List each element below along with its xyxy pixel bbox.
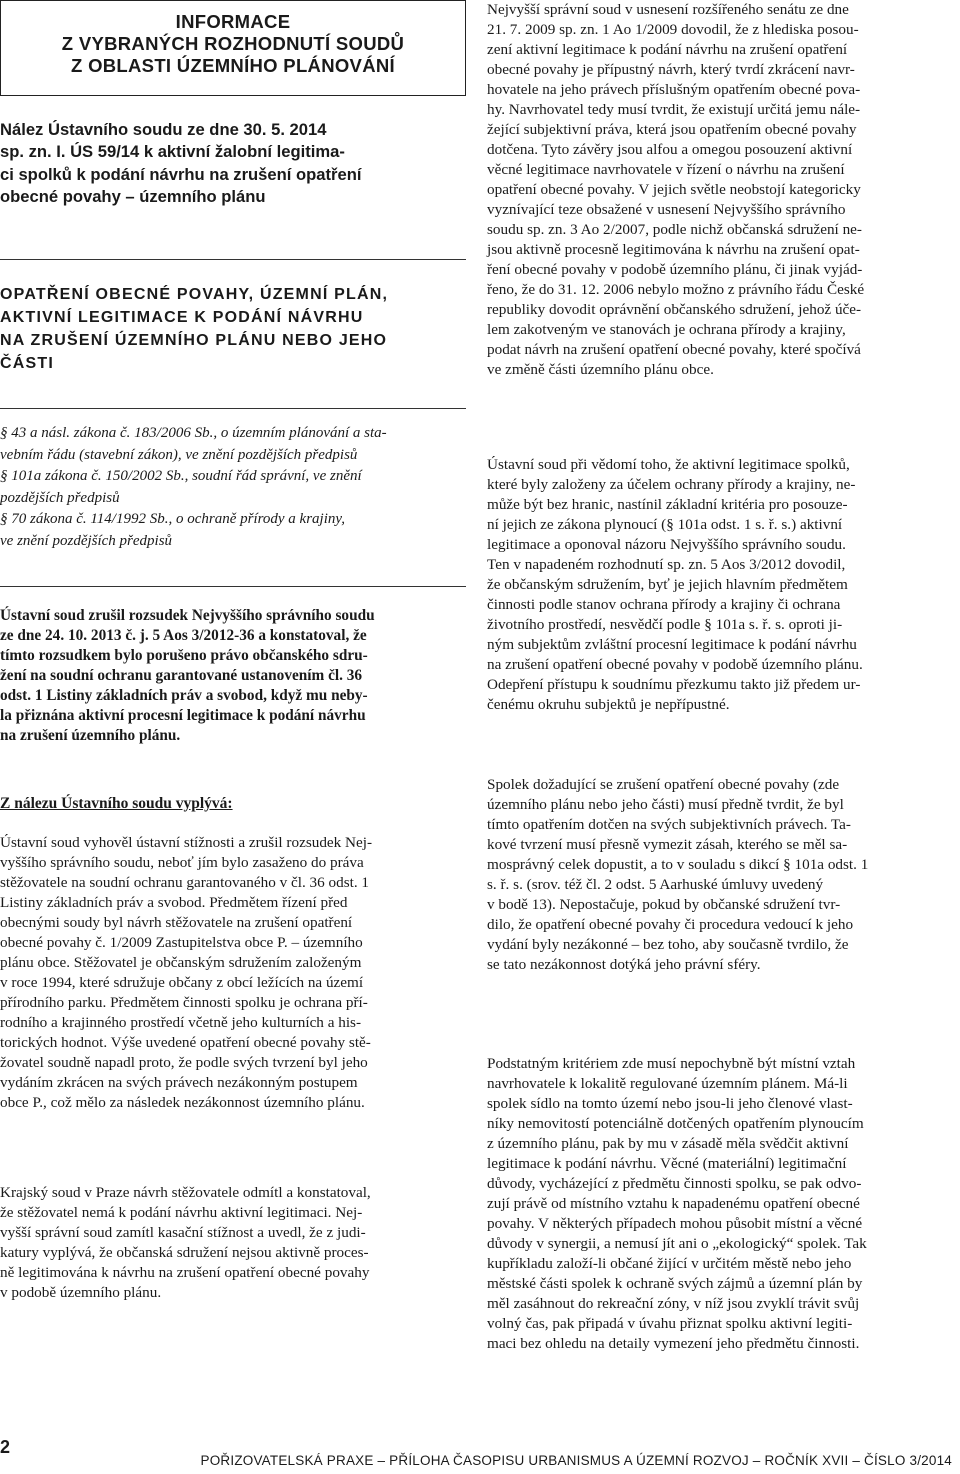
divider — [0, 259, 466, 260]
paragraph-line: torických hodnot. Výše uvedené opatření obecné povahy stě- — [0, 1034, 371, 1051]
paragraph-line: 21. 7. 2009 sp. zn. 1 Ao 1/2009 dovodil, že z hlediska posou- — [487, 21, 859, 38]
paragraph-line: jsou aktivně procesně legitimována k návrhu na zrušení opat- — [487, 241, 860, 258]
paragraph-line: vyznívající teze obsažené v usnesení Nejvyššího správního — [487, 201, 846, 218]
summary-line: la přiznána aktivní procesní legitimace k podání návrhu — [0, 707, 366, 724]
paragraph-line: Podstatným kritériem zde musí nepochybně být místní vztah — [487, 1055, 856, 1072]
paragraph-line: obecné povahy je přípustný návrh, který tvrdí zkrácení navr- — [487, 61, 855, 78]
paragraph-line: Ústavní soud vyhověl ústavní stížnosti a zrušil rozsudek Nej- — [0, 834, 373, 851]
paragraph-line: může být bez hranic, nastínil základní kritéria pro posouze- — [487, 496, 848, 513]
reference-line: vebním řádu (stavební zákon), ve znění pozdějších předpisů — [0, 446, 358, 463]
paragraph-line: zují právě od místního vztahu k napadenému opatření obecné — [487, 1195, 860, 1212]
section-heading: Z nálezu Ústavního soudu vyplývá: — [0, 795, 233, 812]
paragraph-line: územního plánu nebo jeho části) musí předně tvrdit, že byl — [487, 796, 844, 813]
right-paragraph-4 — [487, 1054, 955, 1354]
summary-line: odst. 1 Listiny základních práv a svobod, když mu neby- — [0, 687, 368, 704]
running-footer: POŘIZOVATELSKÁ PRAXE – PŘÍLOHA ČASOPISU URBANISMUS A ÚZEMNÍ ROZVOJ – ROČNÍK XVII – ČÍSLO 3/2014 — [200, 1453, 952, 1468]
page-number: 2 — [0, 1437, 11, 1457]
paragraph-line: obecné povahy č. 1/2009 Zastupitelstva obce P. – územního — [0, 934, 363, 951]
paragraph-line: katury vyplývá, že občanská sdružení nejsou aktivně proces- — [0, 1244, 369, 1261]
paragraph-line: dotčena. Tyto závěry jsou alfou a omegou posouzení aktivní — [487, 141, 853, 158]
paragraph-line: ve změně části územního plánu obce. — [487, 361, 714, 378]
paragraph-line: na zrušení opatření obecné povahy v podobě územního plánu. — [487, 656, 863, 673]
reference-line: pozdějších předpisů — [0, 489, 120, 506]
paragraph-line: věcné legitimace navrhovatele v řízení o návrhu na zrušení — [487, 161, 845, 178]
summary-line: ze dne 24. 10. 2013 č. j. 5 Aos 3/2012-36 a konstatoval, že — [0, 627, 367, 644]
finding-summary — [0, 606, 466, 746]
right-paragraph-1 — [487, 0, 955, 380]
paragraph-line: městské části spolek k ochraně svých zájmů a územní plán by — [487, 1275, 863, 1292]
paragraph-line: čenému okruhu subjektů je nepřípustné. — [487, 696, 730, 713]
summary-line: tímto rozsudkem bylo porušeno právo občanského sdru- — [0, 647, 368, 664]
paragraph-line: z územního plánu, pak by mu v zásadě měla svědčit aktivní — [487, 1135, 849, 1152]
paragraph-line: vyššího správního soudu, neboť jím bylo zasaženo do práva — [0, 854, 364, 871]
reference-line: § 101a zákona č. 150/2002 Sb., soudní řád správní, ve znění — [0, 468, 362, 485]
keywords-line: AKTIVNÍ LEGITIMACE K PODÁNÍ NÁVRHU — [0, 309, 364, 326]
paragraph-line: mosprávný celek dopustit, a to v souladu s dikcí § 101a odst. 1 — [487, 856, 869, 873]
paragraph-line: řeno, že do 31. 12. 2006 nebylo možno z právního řádu České — [487, 281, 865, 298]
paragraph-line: dilo, že opatření obecné povahy či procedura vedoucí k jeho — [487, 916, 854, 933]
paragraph-line: s. ř. s. (srov. též čl. 2 odst. 5 Aarhuské úmluvy uvedený — [487, 876, 824, 893]
reference-line: § 43 a násl. zákona č. 183/2006 Sb., o územním plánování a sta- — [0, 425, 387, 441]
paragraph-line: vydáním zkrácen na svých právech nezákonným postupem — [0, 1074, 358, 1091]
paragraph-line: stěžovatele na soudní ochranu garantovaného v čl. 36 odst. 1 — [0, 874, 370, 891]
paragraph-line: že stěžovatel nemá k podání návrhu aktivní legitimaci. Nej- — [0, 1204, 363, 1221]
paragraph-line: ní jejich ze zákona plynoucí (§ 101a odst. 1 s. ř. s.) aktivní — [487, 516, 843, 533]
keywords-line: NA ZRUŠENÍ ÚZEMNÍHO PLÁNU NEBO JEHO — [0, 332, 388, 349]
info-box-line: INFORMACE — [175, 11, 291, 32]
paragraph-line: žející subjektivní práva, která jsou opatřením obecné povahy — [487, 121, 857, 138]
paragraph-line: vydání byly nezákonné – bez toho, aby současně tvrdilo, že — [487, 936, 849, 953]
info-box-line: Z OBLASTI ÚZEMNÍHO PLÁNOVÁNÍ — [71, 55, 395, 76]
paragraph-line: Krajský soud v Praze návrh stěžovatele odmítl a konstatoval, — [0, 1184, 371, 1201]
summary-line: žení na soudní ochranu garantované ustanovením čl. 36 — [0, 667, 363, 684]
paragraph-line: přírodního parku. Předmětem činnosti spolku je ochrana pří- — [0, 994, 368, 1011]
keywords — [0, 283, 466, 375]
paragraph-line: níky nemovitostí potenciálně dotčených opatřením plynoucím — [487, 1115, 864, 1132]
summary-line: Ústavní soud zrušil rozsudek Nejvyššího správního soudu — [0, 607, 375, 624]
finding-title-line: Nález Ústavního soudu ze dne 30. 5. 2014 — [0, 120, 327, 139]
paragraph-line: lem zakotveným ve stanovách je ochrana přírody a krajiny, — [487, 321, 846, 338]
paragraph-line: v podobě územního plánu. — [0, 1284, 162, 1301]
paragraph-line: vyšší správní soud zamítl kasační stížnost a uvedl, že z judi- — [0, 1224, 366, 1241]
paragraph-line: spolek sídlo na tomto území nebo jsou-li jeho členové vlast- — [487, 1095, 853, 1112]
info-box-line: Z VYBRANÝCH ROZHODNUTÍ SOUDŮ — [61, 33, 405, 54]
paragraph-line: navrhovatele k lokalitě regulované územním plánem. Má-li — [487, 1075, 848, 1092]
finding-title — [0, 119, 466, 209]
right-paragraph-2 — [487, 455, 955, 715]
paragraph-line: životního prostředí, nesvědčí podle § 101a s. ř. s. oproti ji- — [487, 616, 843, 633]
paragraph-line: které byly založeny za účelem ochrany přírody a krajiny, ne- — [487, 476, 856, 493]
left-paragraph-2 — [0, 1183, 466, 1303]
paragraph-line: žovatel soudně napadl proto, že podle svých tvrzení byl jeho — [0, 1054, 368, 1071]
finding-title-line: sp. zn. I. ÚS 59/14 k aktivní žalobní legitima- — [0, 142, 345, 162]
paragraph-line: důvody, vycházející z předmětu činnosti spolku, se pak odvo- — [487, 1175, 862, 1192]
paragraph-line: legitimace a oponoval názoru Nejvyššího správního soudu. — [487, 536, 846, 553]
summary-line: na zrušení územního plánu. — [0, 727, 181, 744]
finding-title-line: obecné povahy – územního plánu — [0, 187, 266, 207]
paragraph-line: plánu obce. Stěžovatel je občanským sdružením založeným — [0, 954, 362, 971]
keywords-line: OPATŘENÍ OBECNÉ POVAHY, ÚZEMNÍ PLÁN, — [0, 286, 389, 303]
paragraph-line: kupříkladu založí-li občané žijící v určitém městě nebo jeho — [487, 1255, 852, 1272]
paragraph-line: podat návrh na zrušení opatření obecné povahy, které spočívá — [487, 341, 861, 358]
paragraph-line: ně legitimována k návrhu na zrušení opatření obecné povahy — [0, 1264, 370, 1281]
paragraph-line: se tato nezákonnost dotýká jeho právní sféry. — [487, 956, 761, 973]
finding-title-line: ci spolků k podání návrhu na zrušení opatření — [0, 164, 362, 184]
paragraph-line: že občanským sdružením, byť je jejich hlavním předmětem — [487, 576, 848, 593]
paragraph-line: ným subjektům zvláštní procesní legitimace k podání návrhu — [487, 636, 857, 653]
paragraph-line: hy. Navrhovatel tedy musí tvrdit, že existují určitá jemu nále- — [487, 101, 861, 118]
right-paragraph-3 — [487, 775, 955, 975]
paragraph-line: činnosti podle stanov ochrana přírody a krajiny či ochrana — [487, 596, 841, 613]
paragraph-line: Odepření přístupu k soudnímu přezkumu takto již předem ur- — [487, 676, 861, 693]
paragraph-line: opatření obecné povahy. V jejich světle neobstojí kategoricky — [487, 181, 861, 198]
paragraph-line: ření obecné povahy v podobě územního plánu, či jinak vyjád- — [487, 261, 863, 278]
paragraph-line: povahy. V některých případech mohou působit místní a věcné — [487, 1215, 863, 1232]
divider — [0, 586, 466, 587]
paragraph-line: Ústavní soud při vědomí toho, že aktivní legitimace spolků, — [487, 456, 850, 473]
paragraph-line: Listiny základních práv a svobod. Předmětem řízení před — [0, 894, 348, 911]
paragraph-line: legitimace k podání návrhu. Věcné (materiální) legitimační — [487, 1155, 847, 1172]
reference-line: ve znění pozdějších předpisů — [0, 532, 173, 549]
reference-line: § 70 zákona č. 114/1992 Sb., o ochraně přírody a krajiny, — [0, 511, 345, 528]
left-paragraph-1 — [0, 833, 466, 1113]
paragraph-line: v roce 1994, které sdružuje občany z obcí ležících na území — [0, 974, 364, 991]
paragraph-line: zení aktivní legitimace k podání návrhu na zrušení opatření — [487, 41, 848, 58]
paragraph-line: měl zasáhnout do rekreační zóny, v níž jsou zvyklí trávit svůj — [487, 1295, 860, 1312]
paragraph-line: rodního a krajinného prostředí včetně jeho kulturních a his- — [0, 1014, 362, 1031]
divider — [0, 408, 466, 409]
paragraph-line: hovatele na jeho právech příslušným opatřením obecné pova- — [487, 81, 861, 98]
keywords-line: ČÁSTI — [0, 355, 54, 372]
paragraph-line: v bodě 13). Nepostačuje, pokud by občanské sdružení tvr- — [487, 896, 841, 913]
paragraph-line: kové tvrzení musí přesně vymezit zásah, kterého se měl sa- — [487, 836, 848, 853]
paragraph-line: Spolek dožadující se zrušení opatření obecné povahy (zde — [487, 776, 840, 793]
paragraph-line: tímto opatřením dotčen na svých subjektivních právech. Ta- — [487, 816, 851, 833]
info-box — [0, 0, 466, 96]
paragraph-line: Nejvyšší správní soud v usnesení rozšířeného senátu ze dne — [487, 1, 849, 18]
paragraph-line: volný čas, pak připadá v úvahu přiznat spolku aktivní legiti- — [487, 1315, 853, 1332]
legal-references — [0, 423, 466, 553]
paragraph-line: maci bez ohledu na detaily vymezení jeho předmětu činnosti. — [487, 1335, 860, 1352]
paragraph-line: soudu sp. zn. 3 Ao 2/2007, podle nichž občanská sdružení ne- — [487, 221, 862, 238]
paragraph-line: obecnými soudy byl návrh stěžovatele na zrušení opatření — [0, 914, 353, 931]
paragraph-line: republiky dovodit oprávnění občanského sdružení, jehož úče- — [487, 301, 862, 318]
paragraph-line: důvody v synergii, a nemusí jít ani o „ekologický“ spolek. Tak — [487, 1235, 867, 1252]
paragraph-line: obce P., což mělo za následek nezákonnost územního plánu. — [0, 1094, 365, 1111]
paragraph-line: Ten v napadeném rozhodnutí sp. zn. 5 Aos 3/2012 dovodil, — [487, 556, 846, 573]
